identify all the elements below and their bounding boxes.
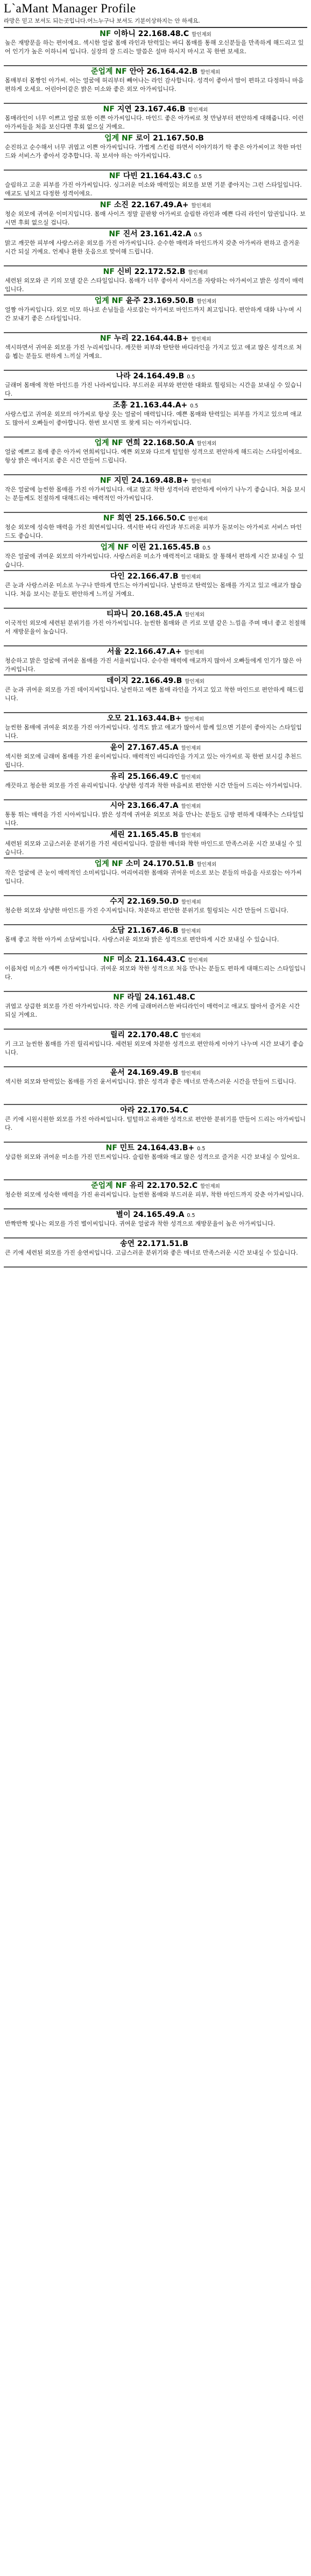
manager-profile xyxy=(4,133,307,171)
manager-profile xyxy=(4,609,307,646)
profile-header xyxy=(4,513,307,523)
profile-header xyxy=(4,267,307,277)
profile-name: 수지 xyxy=(110,897,125,906)
manager-profile-page xyxy=(0,0,311,1273)
profile-name: 진서 xyxy=(123,230,138,238)
profile-badge: 할인제외 xyxy=(184,716,204,722)
profile-stats: 24.169.49.B xyxy=(127,1068,179,1077)
profile-agency: NF xyxy=(103,514,115,523)
profile-header xyxy=(4,67,307,76)
profile-header xyxy=(4,400,307,410)
profile-header xyxy=(4,676,307,686)
profile-name: 희연 xyxy=(117,514,132,523)
profile-stats: 21.164.43.C xyxy=(134,955,186,964)
profile-stats: 21.167.50.B xyxy=(153,134,204,143)
profile-name: 로이 xyxy=(136,134,151,143)
profile-description: 귀엽고 상큼한 외모를 가진 아가씨입니다. 작은 키에 글래머러스한 바디라인이 매력이고 애교도 많아서 즐거운 시간 되실 거예요. xyxy=(5,1003,300,1018)
profile-badge: 0.5 xyxy=(197,1146,206,1152)
profile-name: 지연 xyxy=(117,105,132,114)
profile-agency: 준업계 NF xyxy=(90,67,127,76)
profile-header xyxy=(4,1239,307,1249)
profile-badge: 할인제외 xyxy=(181,1071,201,1076)
profile-badge: 할인제외 xyxy=(185,679,204,685)
manager-profile xyxy=(4,229,307,266)
profile-description: 순진하고 순수해서 너무 귀엽고 이쁜 아가씨입니다. 가볍게 스킨쉽 하면서 이야기하기 딱 좋은 아가씨이고 착한 마인드와 서비스가 좋아서 강추합니다. 꼭 보셔야 하는 아가씨입니다. xyxy=(5,144,302,159)
profile-badge: 할인제외 xyxy=(185,612,205,618)
manager-profile xyxy=(4,926,307,954)
profile-badge: 할인제외 xyxy=(181,833,201,839)
manager-profile xyxy=(4,897,307,925)
profile-description: 글래머 몸매에 착한 마인드를 가진 나라씨입니다. 부드러운 피부와 편안한 대화로 힐링되는 시간을 보내실 수 있습니다. xyxy=(5,382,302,397)
profile-header xyxy=(4,609,307,619)
profile-badge: 할인제외 xyxy=(188,107,208,113)
profile-badge: 할인제외 xyxy=(196,862,217,868)
profile-header xyxy=(4,572,307,581)
profile-badge: 할인제외 xyxy=(181,928,201,934)
profile-agency: NF xyxy=(100,201,112,209)
profile-divider xyxy=(4,1142,307,1143)
profile-name: 소담 xyxy=(110,926,125,935)
profile-header xyxy=(4,1030,307,1040)
profile-header xyxy=(4,993,307,1002)
profile-description: 이름처럼 미소가 예쁜 아가씨입니다. 귀여운 외모와 착한 성격으로 처음 만나는 분들도 편하게 대해드리는 스타일입니다. xyxy=(5,965,306,981)
profile-description: 몸매 좋고 착한 아가씨 소담씨입니다. 사랑스러운 외모와 밝은 성격으로 편안하게 시간 보내실 수 있습니다. xyxy=(5,936,279,943)
profile-name: 시아 xyxy=(110,801,125,810)
profile-description: 맑고 깨끗한 피부에 사랑스러운 외모를 가진 아가씨입니다. 순수한 매력과 마인드까지 갖춘 아가씨라 편하고 즐거운 시간 되실 거예요. 언제나 환한 웃음으로 맞이해 드립니다. xyxy=(5,240,300,255)
profile-divider xyxy=(4,799,307,800)
manager-profile xyxy=(4,29,307,66)
profile-badge: 할인제외 xyxy=(181,1033,201,1039)
manager-profile xyxy=(4,955,307,992)
profile-description: 섹시한 외모에 글래머 몸매를 가진 윤이씨입니다. 매력적인 바디라인을 가지고 있는 아가씨로 꼭 한번 보시길 추천드립니다. xyxy=(5,753,302,769)
profile-badge: 할인제외 xyxy=(181,775,201,780)
profile-agency: NF xyxy=(100,334,112,343)
manager-profile xyxy=(4,67,307,104)
manager-profile xyxy=(4,438,307,475)
manager-profile xyxy=(4,772,307,800)
profile-stats: 22.166.47.B xyxy=(127,572,179,581)
manager-profile xyxy=(4,1210,307,1238)
profile-name: 미소 xyxy=(117,955,132,964)
manager-profile xyxy=(4,1106,307,1143)
profile-stats: 21.167.46.B xyxy=(127,926,179,935)
profile-stats: 21.163.44.A+ xyxy=(130,401,188,410)
profile-badge: 0.5 xyxy=(194,232,202,238)
profile-stats: 24.169.48.B+ xyxy=(131,476,189,485)
profile-header xyxy=(4,104,307,114)
profile-header xyxy=(4,1106,307,1115)
profile-divider xyxy=(4,991,307,992)
profile-header xyxy=(4,1210,307,1220)
profile-agency: 업계 NF xyxy=(94,297,123,305)
profile-badge: 할인제외 xyxy=(191,203,211,209)
profile-name: 오모 xyxy=(107,714,122,723)
profile-agency: NF xyxy=(105,1144,117,1152)
profile-divider xyxy=(4,1237,307,1238)
manager-profile xyxy=(4,267,307,295)
profile-name: 소미 xyxy=(125,860,140,868)
profile-badge: 할인제외 xyxy=(196,299,217,305)
profile-badge: 할인제외 xyxy=(181,574,201,580)
profile-agency: 업계 NF xyxy=(94,860,123,868)
profile-divider xyxy=(4,953,307,954)
profile-description: 슬림하고 고운 피부를 가진 아가씨입니다. 싱그러운 미소와 매력있는 외모를 보면 기분 좋아지는 그런 스타일입니다. 애교도 넘치고 다정한 성격이에요. xyxy=(5,181,302,197)
profile-divider xyxy=(4,332,307,333)
manager-profile xyxy=(4,572,307,609)
profile-header xyxy=(4,229,307,239)
profile-agency: 준업계 NF xyxy=(91,1181,127,1190)
profile-description: 얼짱 아가씨입니다. 외모 미모 하나로 손님들을 사로잡는 아가씨로 마인드까지 최고입니다. 편안하게 대화 나누며 시간 보내기 좋은 스타일입니다. xyxy=(5,306,302,322)
profile-name: 누리 xyxy=(114,334,129,343)
profile-badge: 할인제외 xyxy=(184,650,204,656)
profile-divider xyxy=(4,512,307,513)
profile-badge: 할인제외 xyxy=(200,69,221,75)
profile-stats: 25.166.49.C xyxy=(127,772,179,781)
profile-description: 큰 키에 세련된 외모를 가진 송연씨입니다. 고급스러운 분위기와 좋은 매너로 만족스러운 시간 보내실 수 있습니다. xyxy=(5,1249,298,1256)
profile-stats: 23.161.42.A xyxy=(140,230,192,238)
profile-name: 윤주 xyxy=(125,297,140,305)
profile-header xyxy=(4,714,307,723)
profile-header xyxy=(4,543,307,552)
profile-stats: 22.170.48.C xyxy=(127,1031,179,1039)
profile-name: 릴리 xyxy=(110,1031,125,1039)
profile-badge: 할인제외 xyxy=(191,478,211,484)
profile-divider xyxy=(4,924,307,925)
profile-divider xyxy=(4,1208,307,1209)
profile-divider xyxy=(4,770,307,771)
profile-stats: 22.168.50.A xyxy=(143,439,194,447)
profile-badge: 0.5 xyxy=(202,545,211,551)
title-divider xyxy=(4,27,307,28)
profile-description: 작은 얼굴에 귀여운 외모의 아가씨입니다. 사랑스러운 미소가 매력적이고 대화도 잘 통해서 편하게 시간 보내실 수 있습니다. xyxy=(5,553,304,568)
profile-description: 깨끗하고 청순한 외모를 가진 유리씨입니다. 상냥한 성격과 착한 마음씨로 편안한 시간 만들어 드리는 아가씨입니다. xyxy=(5,782,302,789)
profile-agency: NF xyxy=(109,230,121,238)
page-subtitle: 라망은 믿고 보셔도 되는곳입니다.어느누구나 보셔도 기분이상하지는 안 하세요. xyxy=(4,18,200,24)
profile-badge: 0.5 xyxy=(194,174,202,180)
profile-divider xyxy=(4,228,307,229)
profile-header xyxy=(4,296,307,306)
profile-name: 연희 xyxy=(125,439,140,447)
profile-badge: 할인제외 xyxy=(192,32,211,38)
profile-description: 반짝반짝 빛나는 외모를 가진 별이씨입니다. 귀여운 얼굴과 착한 성격으로 재방문율이 높은 아가씨입니다. xyxy=(5,1220,275,1227)
profile-divider xyxy=(4,608,307,609)
profile-description: 청순한 외모와 상냥한 마인드를 가진 수지씨입니다. 차분하고 편안한 분위기로 힐링되는 시간 만들어 드립니다. xyxy=(5,907,289,914)
profile-agency: 업계 NF xyxy=(100,543,129,552)
profile-agency: NF xyxy=(103,105,115,114)
profile-name: 민트 xyxy=(119,1144,135,1152)
profile-name: 지민 xyxy=(114,476,129,485)
manager-profile xyxy=(4,1030,307,1067)
profile-name: 서율 xyxy=(107,647,122,656)
profile-agency: NF xyxy=(100,30,111,38)
manager-profile xyxy=(4,104,307,133)
profile-description: 사랑스럽고 귀여운 외모의 아가씨로 항상 웃는 얼굴이 매력입니다. 예쁜 몸매와 탄력있는 피부를 가지고 있으며 애교도 많아서 오빠들이 좋아합니다. 한번 보시면 또 찾게 되는 아가씨입니다. xyxy=(5,411,302,426)
profile-stats: 22.171.51.B xyxy=(137,1240,188,1248)
profile-stats: 24.161.48.C xyxy=(144,993,195,1002)
profile-name: 티파니 xyxy=(106,610,129,618)
profile-badge: 할인제외 xyxy=(188,958,208,963)
profile-header xyxy=(4,859,307,869)
profile-stats: 23.166.47.A xyxy=(127,801,179,810)
profile-name: 라밀 xyxy=(127,993,142,1002)
manager-profile xyxy=(4,476,307,513)
profile-name: 별이 xyxy=(116,1210,131,1219)
profile-description: 세련된 외모와 큰 키의 모델 같은 스타일입니다. 몸매가 너무 좋아서 사이즈를 자랑하는 아가씨이고 밝은 성격이 매력입니다. xyxy=(5,277,304,293)
profile-name: 유리 xyxy=(110,772,125,781)
profile-divider xyxy=(4,1066,307,1067)
profile-description: 큰 키에 시원시원한 외모를 가진 아라씨입니다. 털털하고 유쾌한 성격으로 편안한 분위기를 만들어 드리는 아가씨입니다. xyxy=(5,1116,306,1131)
manager-profile xyxy=(4,1143,307,1180)
profile-badge: 0.5 xyxy=(187,1213,195,1219)
profile-name: 이하니 xyxy=(114,30,136,38)
profile-divider xyxy=(4,199,307,200)
profile-description: 얼굴 예쁘고 몸매 좋은 아가씨 연희씨입니다. 예쁜 외모와 다르게 털털한 성격으로 편안하게 해드리는 스타일이에요. 항상 밝은 에너지로 좋은 시간 만들어 드립니다. xyxy=(5,448,302,464)
profile-badge: 할인제외 xyxy=(188,270,208,276)
manager-profile xyxy=(4,993,307,1030)
profile-divider xyxy=(4,65,307,66)
profile-description: 늘씬한 몸매에 귀여운 외모를 가진 아가씨입니다. 성격도 밝고 애교가 많아서 함께 있으면 기분이 좋아지는 스타일입니다. xyxy=(5,724,302,740)
profile-badge: 할인제외 xyxy=(191,336,211,342)
profile-divider xyxy=(4,399,307,400)
profile-description: 작은 얼굴에 큰 눈이 매력적인 소미씨입니다. 여리여리한 몸매와 귀여운 미소로 보는 분들의 마음을 사로잡는 아가씨입니다. xyxy=(5,869,302,885)
profile-header xyxy=(4,200,307,210)
profile-stats: 21.165.45.B xyxy=(127,830,179,839)
profile-header xyxy=(4,476,307,485)
manager-profile xyxy=(4,400,307,438)
profile-description: 섹시한 외모와 탄력있는 몸매를 가진 윤서씨입니다. 밝은 성격과 좋은 매너로 만족스러운 시간을 만들어 드립니다. xyxy=(5,1078,296,1085)
profile-divider xyxy=(4,541,307,542)
manager-profile xyxy=(4,334,307,371)
profile-header xyxy=(4,1068,307,1078)
profile-header xyxy=(4,29,307,39)
profile-divider xyxy=(4,1104,307,1105)
profile-stats: 20.168.45.A xyxy=(131,610,182,618)
profile-description: 통통 튀는 매력을 가진 시아씨입니다. 밝은 성격에 귀여운 외모로 처음 만나는 분들도 금방 편하게 대해주는 스타일입니다. xyxy=(5,811,304,827)
profile-stats: 22.170.52.C xyxy=(146,1181,198,1190)
manager-profile xyxy=(4,1239,307,1268)
profile-name: 데이지 xyxy=(107,677,129,685)
profile-divider xyxy=(4,1179,307,1180)
profile-divider xyxy=(4,265,307,266)
manager-profile xyxy=(4,200,307,229)
profile-description: 이국적인 외모에 세련된 분위기를 가진 아가씨입니다. 늘씬한 몸매와 큰 키로 모델 같은 느낌을 주며 매너 좋고 친절해서 재방문율이 높습니다. xyxy=(5,620,306,635)
profile-divider xyxy=(4,437,307,438)
manager-profile xyxy=(4,296,307,333)
profile-stats: 22.164.44.B+ xyxy=(131,334,189,343)
profile-agency: NF xyxy=(103,268,115,276)
profile-divider xyxy=(4,294,307,295)
profile-stats: 21.164.43.C xyxy=(140,172,192,180)
profile-name: 이린 xyxy=(131,543,146,552)
profile-header xyxy=(4,772,307,782)
profile-name: 윤서 xyxy=(110,1068,125,1077)
profile-stats: 22.169.50.D xyxy=(127,897,179,906)
profile-badge: 할인제외 xyxy=(181,745,201,751)
profile-description: 높은 재방문을 하는 편이에요. 섹시한 얼굴 몸매 라인과 탄력있는 바디 몸매를 통해 오신분들을 만족하게 해드리고 있어 인기가 높은 이하니씨 입니다. 실장의 잘 드리는 말씀은 설마 하시지 마시고 꼭 한번 보세요. xyxy=(5,39,304,55)
profile-name: 신비 xyxy=(117,268,132,276)
profile-description: 청순 외모에 성숙한 매력을 가진 희연씨입니다. 섹시한 바디 라인과 부드러운 피부가 돋보이는 아가씨로 서비스 마인드도 좋습니다. xyxy=(5,524,302,539)
manager-profile xyxy=(4,513,307,542)
profile-agency: NF xyxy=(113,993,125,1002)
profile-stats: 22.168.48.C xyxy=(138,30,189,38)
profile-name: 송연 xyxy=(120,1240,135,1248)
profile-header xyxy=(4,743,307,752)
profile-header xyxy=(4,647,307,657)
profile-name: 안아 xyxy=(129,67,144,76)
profile-badge: 할인제외 xyxy=(188,516,208,522)
profile-stats: 23.169.50.B xyxy=(143,297,194,305)
profile-divider xyxy=(4,474,307,475)
manager-profile xyxy=(4,171,307,200)
profile-divider xyxy=(4,674,307,675)
profile-name: 다빈 xyxy=(123,172,138,180)
profile-divider xyxy=(4,132,307,133)
profile-badge: 할인제외 xyxy=(181,804,201,810)
profile-stats: 24.165.49.A xyxy=(133,1210,185,1219)
profile-divider xyxy=(4,103,307,104)
profile-badge: 0.5 xyxy=(187,374,195,380)
profile-agency: NF xyxy=(100,476,112,485)
profile-header xyxy=(4,438,307,448)
profile-name: 조흥 xyxy=(112,401,128,410)
profile-description: 키 크고 늘씬한 몸매를 가진 릴리씨입니다. 세련된 외모에 차분한 성격으로 편안하게 이야기 나누며 시간 보내기 좋습니다. xyxy=(5,1040,304,1056)
profile-divider xyxy=(4,895,307,896)
profile-stats: 22.166.49.B xyxy=(131,677,182,685)
profile-description: 청순한 외모에 성숙한 매력을 가진 유리씨입니다. 늘씬한 몸매와 부드러운 피부, 착한 마인드까지 갖춘 아가씨입니다. xyxy=(5,1191,304,1198)
profile-header xyxy=(4,897,307,906)
profile-divider xyxy=(4,1029,307,1030)
profile-stats: 25.166.50.C xyxy=(134,514,186,523)
page-title: L`aMant Manager Profile xyxy=(4,2,136,15)
profile-header xyxy=(4,955,307,965)
profile-description: 청순 외모에 귀여운 이미지입니다. 몸매 사이즈 정말 끝판왕 아가씨로 슬림한 라인과 예쁜 다리 라인이 압권입니다. 보시면 후회 없으실 겁니다. xyxy=(5,210,306,226)
manager-profile xyxy=(4,676,307,713)
manager-profile xyxy=(4,714,307,742)
manager-profile xyxy=(4,543,307,571)
profile-name: 다인 xyxy=(110,572,125,581)
profile-badge: 할인제외 xyxy=(196,441,217,447)
profile-agency: 업계 NF xyxy=(104,134,133,143)
manager-profile xyxy=(4,801,307,829)
profile-agency: NF xyxy=(103,955,115,964)
profile-divider xyxy=(4,741,307,742)
profile-agency: 업계 NF xyxy=(94,439,123,447)
profile-badge: 0.5 xyxy=(190,403,199,409)
profile-divider xyxy=(4,370,307,371)
profile-header xyxy=(4,171,307,181)
profile-description: 작은 얼굴에 늘씬한 몸매를 가진 아가씨입니다. 애교 많고 착한 성격이라 편안하게 이야기 나누기 좋습니다. 처음 보시는 분들께도 친절하게 대해드리는 매력적인 아가씨입니다. xyxy=(5,486,306,502)
profile-stats: 22.167.49.A+ xyxy=(131,201,189,209)
profile-divider xyxy=(4,828,307,829)
profile-stats: 23.167.46.B xyxy=(134,105,186,114)
profile-header xyxy=(4,133,307,143)
profile-stats: 22.166.47.A+ xyxy=(124,647,182,656)
manager-profile xyxy=(4,743,307,771)
manager-profile xyxy=(4,859,307,896)
profile-header xyxy=(4,830,307,840)
profile-stats: 26.164.42.B xyxy=(146,67,198,76)
profile-badge: 할인제외 xyxy=(200,1184,220,1190)
profile-divider xyxy=(4,645,307,646)
manager-profile xyxy=(4,647,307,675)
profile-divider xyxy=(4,1266,307,1268)
profile-name: 윤이 xyxy=(110,743,125,752)
profile-divider xyxy=(4,712,307,713)
profile-header xyxy=(4,371,307,381)
profile-divider xyxy=(4,170,307,171)
profile-description: 큰 눈과 귀여운 외모를 가진 데이지씨입니다. 날씬하고 예쁜 몸매 라인을 가지고 있고 착한 마인드로 편안하게 해드립니다. xyxy=(5,686,304,702)
profile-stats: 22.172.52.B xyxy=(134,268,186,276)
manager-profile xyxy=(4,830,307,858)
profile-name: 소진 xyxy=(114,201,129,209)
profile-description: 세련된 외모와 고급스러운 분위기를 가진 세린씨입니다. 깔끔한 매너와 착한 마인드로 만족스러운 시간 보내실 수 있습니다. xyxy=(5,840,302,856)
profile-divider xyxy=(4,857,307,858)
profile-description: 상큼한 외모와 귀여운 미소를 가진 민트씨입니다. 슬림한 몸매와 애교 많은 성격으로 즐거운 시간 보내실 수 있어요. xyxy=(5,1153,300,1160)
manager-profile xyxy=(4,371,307,400)
profile-name: 나라 xyxy=(116,372,131,381)
profile-stats: 24.164.49.B xyxy=(133,372,185,381)
profile-divider xyxy=(4,570,307,571)
profile-stats: 24.164.43.B+ xyxy=(137,1144,195,1152)
profile-description: 청순하고 맑은 얼굴에 귀여운 몸매를 가진 서율씨입니다. 순수한 매력에 애교까지 많아서 오빠들에게 인기가 많은 아가씨입니다. xyxy=(5,657,302,673)
profile-description: 큰 눈과 사랑스러운 미소로 누구나 반하게 만드는 아가씨입니다. 날씬하고 탄력있는 몸매를 가지고 있고 애교가 많습니다. 처음 보시는 분들도 편안하게 느끼실 거예요. xyxy=(5,582,302,597)
profile-agency: NF xyxy=(109,172,121,180)
manager-profile xyxy=(4,1068,307,1105)
profile-header xyxy=(4,926,307,935)
profile-header xyxy=(4,1181,307,1191)
profile-header xyxy=(4,801,307,811)
manager-profile xyxy=(4,1181,307,1209)
profile-header xyxy=(4,334,307,343)
profile-description: 몸매라인이 너무 이쁘고 얼굴 또한 이쁜 아가씨입니다. 마인드 좋은 아가씨로 첫 만남부터 편안하게 대해줍니다. 이런 아가씨들을 처음 보신다면 후회 없으실 거예요. xyxy=(5,115,304,130)
profile-stats: 22.170.54.C xyxy=(137,1106,188,1115)
profile-description: 몸매부터 몸짱인 아가씨. 어는 얼굴에 허리부터 빼어나는 라인 감사합니다. 성격이 좋아서 맘이 편하고 다정하니 마음 편하게 오세요. 어린아이같은 밝은 미소와 좋은 외모 아가씨입니다. xyxy=(5,77,304,93)
profile-name: 세린 xyxy=(110,830,125,839)
profile-name: 유리 xyxy=(129,1181,144,1190)
profile-stats: 24.170.51.B xyxy=(143,860,194,868)
profile-description: 섹시하면서 귀여운 외모를 가진 누리씨입니다. 깨끗한 피부와 탄탄한 바디라인을 가지고 있고 애교 많은 성격으로 처음 뵙는 분들도 편하게 느끼실 거예요. xyxy=(5,344,302,360)
profile-list xyxy=(4,29,307,1268)
profile-stats: 21.165.45.B xyxy=(149,543,200,552)
profile-header xyxy=(4,1143,307,1153)
profile-stats: 27.167.45.A xyxy=(127,743,179,752)
profile-stats: 21.163.44.B+ xyxy=(124,714,182,723)
profile-name: 아라 xyxy=(120,1106,135,1115)
profile-badge: 할인제외 xyxy=(181,899,201,905)
